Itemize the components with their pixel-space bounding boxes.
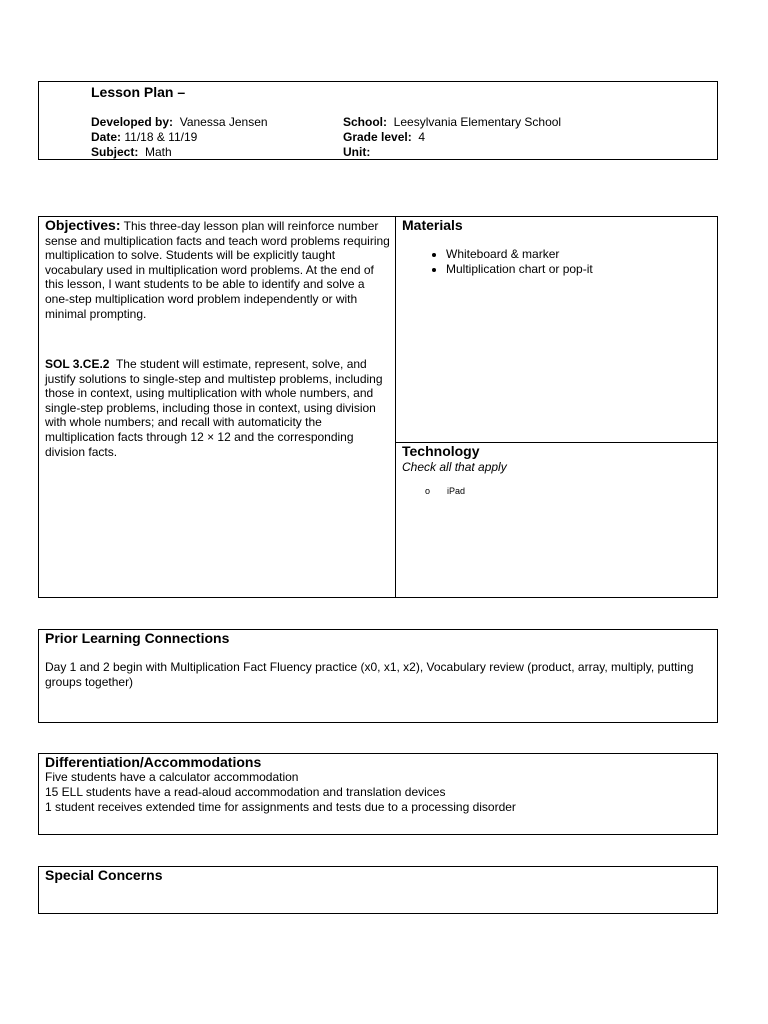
subject-label: Subject: bbox=[91, 145, 139, 159]
checkbox-bullet-icon: o bbox=[425, 486, 431, 496]
sol-text: The student will estimate, represent, solve, and justify solutions to single-step and multistep problems, including those in context, using multiplication with whole numbers, and single-step problems, including those in context, using division with whole numbers; and recall with automaticity the multiplication facts through 12 × 12 and the corresponding division facts. bbox=[45, 357, 383, 459]
special-concerns-heading: Special Concerns bbox=[45, 867, 163, 883]
lesson-plan-title: Lesson Plan – bbox=[91, 84, 186, 100]
developed-by-value: Vanessa Jensen bbox=[179, 115, 268, 129]
date-field bbox=[91, 130, 197, 145]
developed-by-label: Developed by: bbox=[91, 115, 174, 129]
objectives-materials-table bbox=[38, 216, 718, 598]
subject-value: Math bbox=[145, 145, 172, 159]
column-divider bbox=[395, 217, 396, 597]
differentiation-line: Five students have a calculator accommodation bbox=[45, 770, 299, 784]
prior-learning-heading: Prior Learning Connections bbox=[45, 630, 230, 646]
technology-item-ipad[interactable] bbox=[402, 486, 712, 496]
materials-list bbox=[402, 247, 712, 276]
sol-label: SOL 3.CE.2 bbox=[45, 357, 110, 371]
grade-level-label: Grade level: bbox=[343, 130, 412, 144]
objectives-section bbox=[45, 218, 391, 321]
differentiation-line: 15 ELL students have a read-aloud accommodation and translation devices bbox=[45, 785, 446, 799]
technology-item-label: iPad bbox=[447, 486, 466, 496]
date-value: 11/18 & 11/19 bbox=[124, 130, 198, 144]
unit-field bbox=[343, 145, 370, 160]
objectives-heading: Objectives: bbox=[45, 217, 121, 233]
differentiation-heading: Differentiation/Accommodations bbox=[45, 754, 262, 770]
prior-learning-text: Day 1 and 2 begin with Multiplication Fact Fluency practice (x0, x1, x2), Vocabulary review (product, array, multiply, putting groups together) bbox=[45, 660, 694, 689]
prior-learning-box bbox=[38, 629, 718, 723]
differentiation-box bbox=[38, 753, 718, 835]
unit-label: Unit: bbox=[343, 145, 371, 159]
school-field bbox=[343, 115, 561, 130]
grade-level-field bbox=[343, 130, 425, 145]
objectives-text: This three-day lesson plan will reinforce number sense and multiplication facts and teach word problems requiring multiplication to solve. Students will be explicitly taught vocabulary used in multiplication word problems. At the end of this lesson, I want students to be able to identify and solve a one-step multiplication word problem independently or with minimal prompting. bbox=[45, 219, 390, 321]
materials-heading: Materials bbox=[402, 217, 463, 233]
differentiation-line: 1 student receives extended time for assignments and tests due to a processing disorder bbox=[45, 800, 516, 814]
technology-subheading: Check all that apply bbox=[402, 460, 507, 474]
materials-item: • Whiteboard & marker bbox=[446, 247, 712, 262]
technology-heading: Technology bbox=[402, 443, 480, 459]
lesson-plan-header bbox=[38, 81, 718, 160]
grade-level-value: 4 bbox=[418, 130, 426, 144]
school-label: School: bbox=[343, 115, 387, 129]
materials-item: • Multiplication chart or pop-it bbox=[446, 262, 712, 277]
materials-section bbox=[402, 217, 712, 276]
subject-field bbox=[91, 145, 172, 160]
date-label: Date: bbox=[91, 130, 122, 144]
developed-by-field bbox=[91, 115, 268, 130]
special-concerns-box bbox=[38, 866, 718, 914]
school-value: Leesylvania Elementary School bbox=[393, 115, 562, 129]
technology-section bbox=[402, 443, 712, 496]
sol-section bbox=[45, 357, 391, 459]
